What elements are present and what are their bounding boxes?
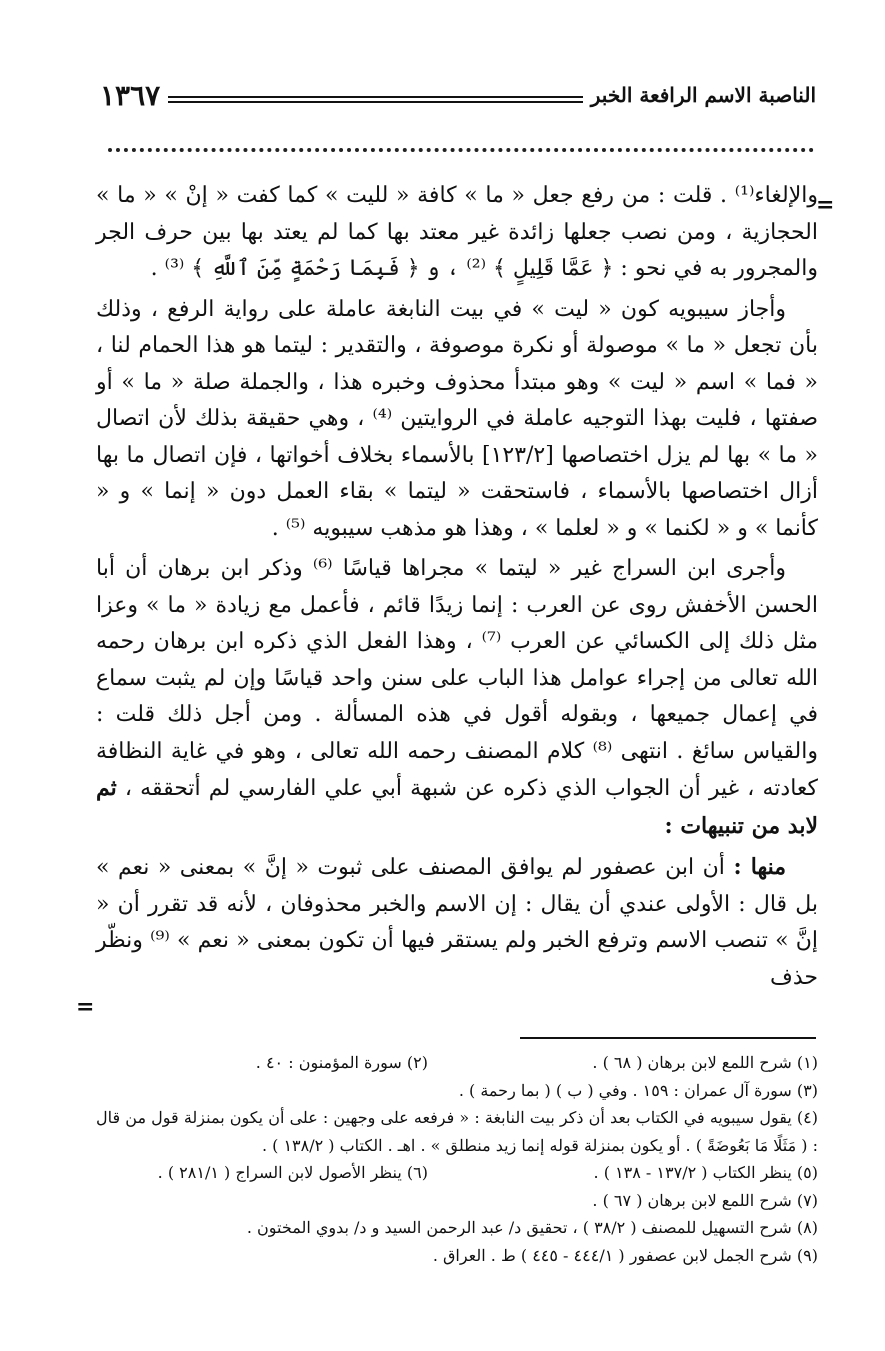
footnote-2: (٢) سورة المؤمنون : ٤٠ . (255, 1053, 428, 1072)
paragraph-2: وأجاز سيبويه كون « ليت » في بيت النابغة عاملة على رواية الرفع ، وذلك بأن تجعل « ما » موصولة أو نكرة موصوفة ، والتقدير : ليتما هو هذا الحمام لنا ، « فما » اسم « ليت » وهو مبتدأ محذوف وخبره هذا ، والجملة صلة « ما » أو صفتها ، فليت بهذا التوجيه عاملة في الروايتين ⁽⁴⁾ ، وهي حقيقة بذلك لأن اتصال « ما » بها لم يزل اختصاصها [١٢٣/٢] بالأسماء بخلاف أخواتها ، فإن اتصال ما بها أزال اختصاصها بالأسماء ، فاستحقت « ليتما » بقاء العمل دون « إنما » و « كأنما » و « لكنما » و « لعلما » ، وهذا هو مذهب سيبويه ⁽⁵⁾ . (96, 296, 819, 541)
running-title: الناصبة الاسم الرافعة الخبر (590, 83, 816, 107)
paragraph-4 (96, 849, 818, 996)
main-text (96, 178, 818, 996)
paragraph-3-text: وأجرى ابن السراج غير « ليتما » مجراها قياسًا ⁽⁶⁾ وذكر ابن برهان أن أبا الحسن الأخفش روى عن العرب : إنما زيدًا قائم ، فأعمل مع زيادة « ما » وعزا مثل ذلك إلى الكسائي عن العرب ⁽⁷⁾ ، وهذا الفعل الذي ذكره ابن برهان رحمه الله تعالى من إجراء عوامل هذا الباب على سنن واحد قياسًا وإن لم يثبت سماع في إعمال جميعها ، وبقوله أقول في هذه المسألة . ومن أجل ذلك قلت : والقياس سائغ . انتهى ⁽⁸⁾ كلام المصنف رحمه الله تعالى ، وهو في غاية النظافة كعادته ، غير أن الجواب الذي ذكره عن شبهة أبي علي الفارسي لم أتحققه ، (96, 556, 819, 801)
footnote-1: (١) شرح اللمع لابن برهان ( ٦٨ ) . (592, 1053, 818, 1072)
footnote-row-5 (96, 1159, 818, 1187)
footnote-8: (٨) شرح التسهيل للمصنف ( ٣٨/٢ ) ، تحقيق د/ عبد الرحمن السيد و د/ بدوي المختون . (246, 1218, 818, 1237)
footnote-5: (٥) ينظر الكتاب ( ١٣٧/٢ - ١٣٨ ) . (593, 1163, 818, 1182)
continuation-mark-end: = (76, 994, 95, 1020)
paragraph-3 (96, 551, 818, 845)
paragraph-3-bold: ثم لابد من تنبيهات : (96, 775, 818, 839)
footnote-3: (٣) سورة آل عمران : ١٥٩ . وفي ( ب ) ( بما رحمة ) . (458, 1080, 818, 1100)
dotted-separator (108, 148, 814, 152)
paragraph-4-bold: منها : (733, 854, 787, 880)
footnote-row-1 (96, 1049, 818, 1077)
header-rule (168, 96, 583, 103)
footnote-4: (٤) يقول سيبويه في الكتاب بعد أن ذكر بيت النابغة : « فرفعه على وجهين : على أن يكون بمنزلة قول من قال : ( مَثَلًا مَا بَعُوضَةً ) . أو يكون بمنزلة قوله إنما زيد منطلق » . اهـ . الكتاب ( ١٣٨/٢ ) . (96, 1108, 818, 1155)
running-header (100, 78, 816, 112)
continuation-mark-start: = (816, 192, 835, 218)
page-number: ١٣٦٧ (100, 78, 161, 112)
footnote-9: (٩) شرح الجمل لابن عصفور ( ٤٤٤/١ - ٤٤٥ ) ط . العراق . (432, 1245, 818, 1265)
footnotes (96, 1049, 818, 1269)
paragraph-1: والإلغاء⁽¹⁾ . قلت : من رفع جعل « ما » كافة « لليت » كما كفت « إنْ » « ما » الحجازية ، ومن نصب جعلها زائدة غير معتد بها كما لم يعتد بها بين حرف الجر والمجرور به في نحو : ﴿ عَمَّا قَلِيلٍ ﴾ ⁽²⁾ ، و ﴿ فَبِمَا رَحْمَةٍ مِّنَ ٱللَّهِ ﴾ ⁽³⁾ . (96, 183, 818, 281)
footnote-6: (٦) ينظر الأصول لابن السراج ( ٢٨١/١ ) . (157, 1163, 428, 1182)
paragraph-4-text: أن ابن عصفور لم يوافق المصنف على ثبوت « إنَّ » بمعنى « نعم » بل قال : الأولى عندي أن يقال : إن الاسم والخبر محذوفان ، لأنه قد تقرر أن « إنَّ » تنصب الاسم وترفع الخبر ولم يستقر فيها أن تكون بمعنى « نعم » ⁽⁹⁾ ونظّر حذف (96, 855, 818, 990)
footnote-7: (٧) شرح اللمع لابن برهان ( ٦٧ ) . (592, 1190, 818, 1210)
footnote-rule (520, 1037, 816, 1039)
